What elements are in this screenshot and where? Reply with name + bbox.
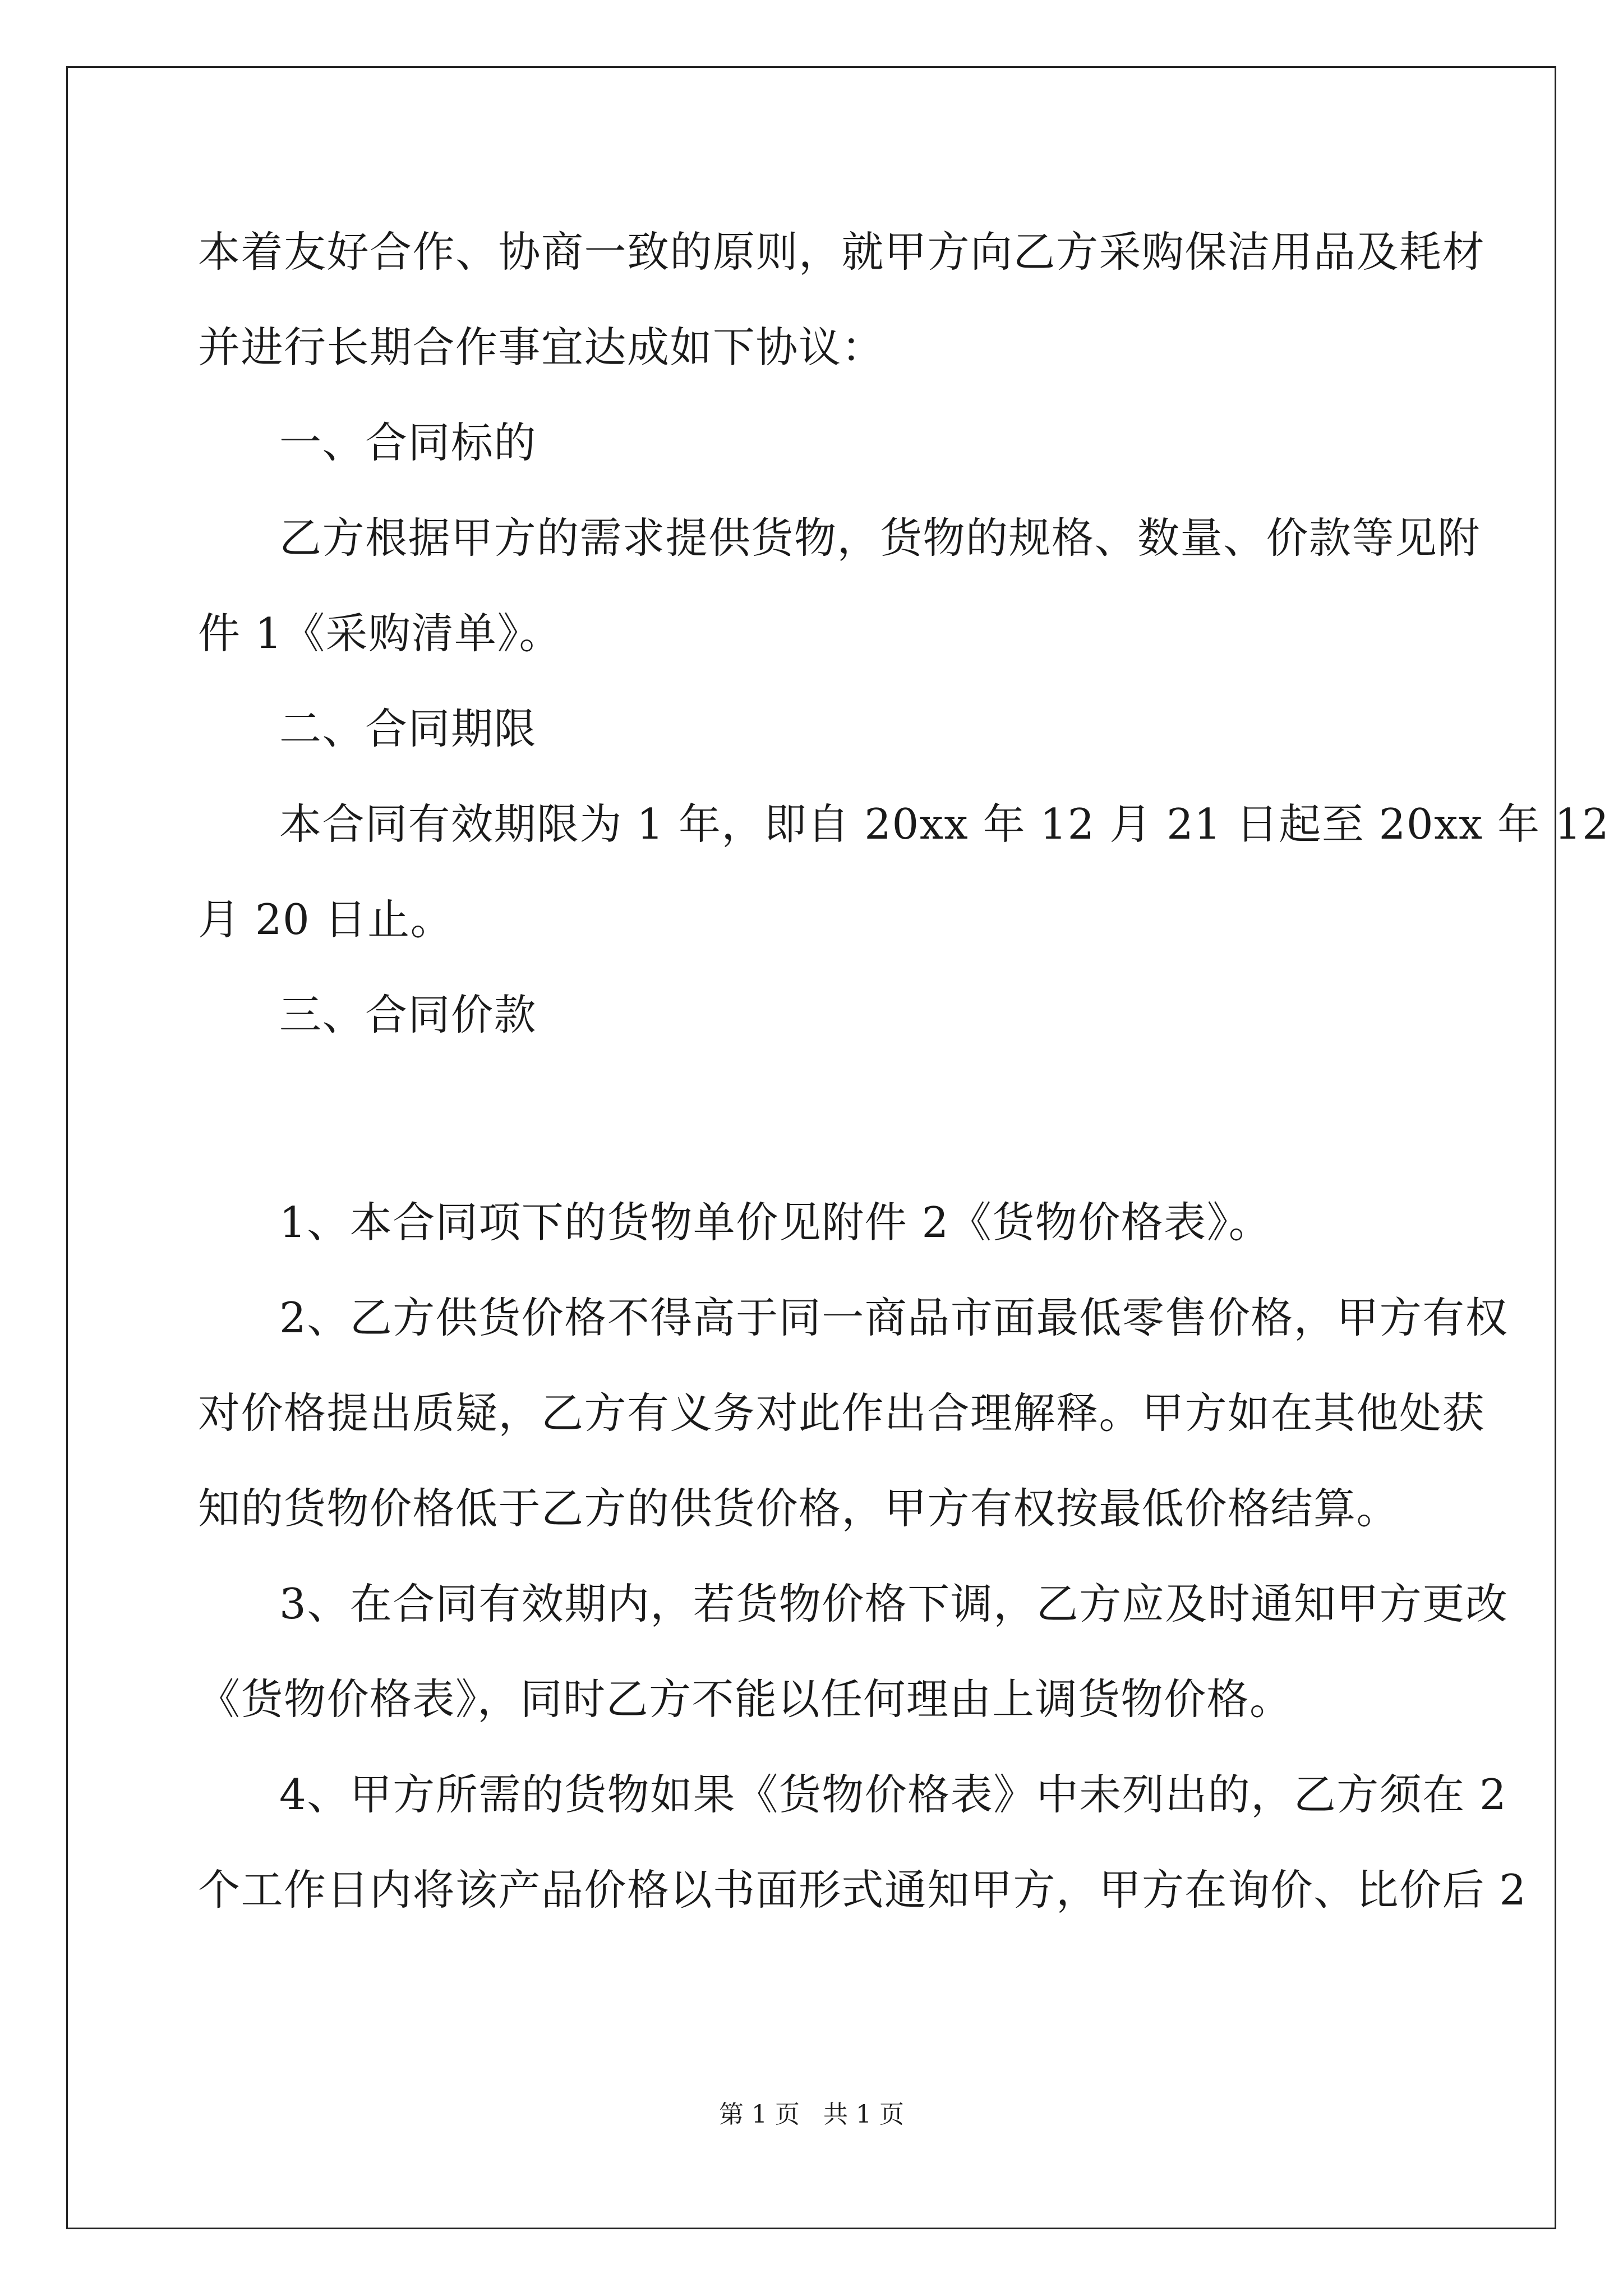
body-line: 《货物价格表》，同时乙方不能以任何理由上调货物价格。: [198, 1674, 1293, 1724]
body-line: 乙方根据甲方的需求提供货物，货物的规格、数量、价款等见附: [279, 513, 1481, 563]
section-heading: 二、合同期限: [279, 704, 537, 753]
body-line: 个工作日内将该产品价格以书面形式通知甲方，甲方在询价、比价后 2: [198, 1865, 1527, 1915]
section-heading: 一、合同标的: [279, 418, 537, 467]
body-line: 并进行长期合作事宜达成如下协议：: [198, 323, 885, 372]
page-number-footer: 第 1 页 共 1 页: [719, 2100, 904, 2129]
body-line: 对价格提出质疑，乙方有义务对此作出合理解释。甲方如在其他处获: [198, 1388, 1486, 1438]
body-line: 本合同有效期限为 1 年，即自 20xx 年 12 月 21 日起至 20xx 年 12: [279, 799, 1610, 849]
body-line: 4、甲方所需的货物如果《货物价格表》中未列出的，乙方须在 2: [279, 1770, 1507, 1819]
body-line: 1、本合同项下的货物单价见附件 2《货物价格表》。: [279, 1198, 1272, 1247]
body-line: 3、在合同有效期内，若货物价格下调，乙方应及时通知甲方更改: [279, 1579, 1509, 1628]
body-line: 本着友好合作、协商一致的原则，就甲方向乙方采购保洁用品及耗材: [198, 227, 1486, 277]
body-line: 件 1《采购清单》。: [198, 609, 562, 658]
body-line: 知的货物价格低于乙方的供货价格，甲方有权按最低价格结算。: [198, 1484, 1400, 1533]
section-heading: 三、合同价款: [279, 990, 537, 1039]
body-line: 月 20 日止。: [198, 895, 454, 944]
body-line: 2、乙方供货价格不得高于同一商品市面最低零售价格，甲方有权: [279, 1293, 1509, 1342]
